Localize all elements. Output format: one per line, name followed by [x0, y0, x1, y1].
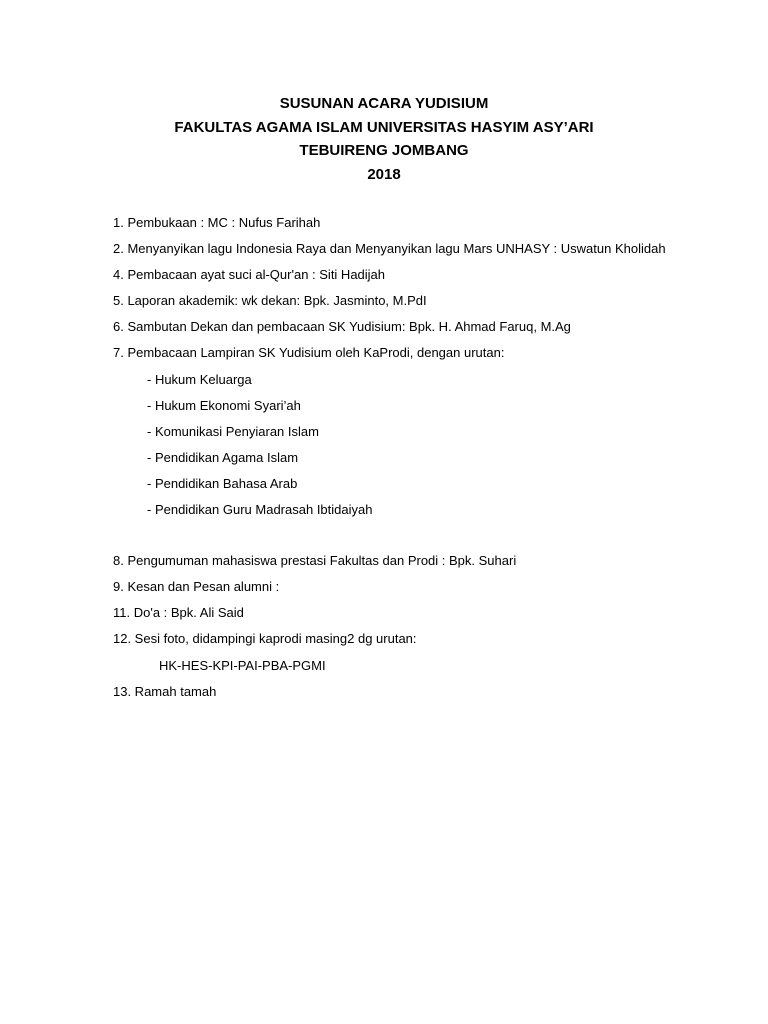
agenda-item-4: 4. Pembacaan ayat suci al-Qur'an : Siti Hadijah [113, 267, 386, 282]
prodi-list-item: - Pendidikan Bahasa Arab [147, 476, 298, 491]
agenda-item-5: 5. Laporan akademik: wk dekan: Bpk. Jasminto, M.PdI [113, 293, 427, 308]
prodi-list-item: - Hukum Keluarga [147, 372, 252, 387]
agenda-item-13: 13. Ramah tamah [113, 684, 217, 699]
agenda-item-12: 12. Sesi foto, didampingi kaprodi masing2 dg urutan: [113, 631, 417, 646]
title-line-4: 2018 [367, 166, 401, 184]
photo-order: HK-HES-KPI-PAI-PBA-PGMI [159, 658, 326, 673]
agenda-item-11: 11. Do'a : Bpk. Ali Said [113, 605, 244, 620]
agenda-item-8: 8. Pengumuman mahasiswa prestasi Fakultas dan Prodi : Bpk. Suhari [113, 553, 517, 568]
prodi-list-item: - Hukum Ekonomi Syari’ah [147, 398, 301, 413]
prodi-list-item: - Komunikasi Penyiaran Islam [147, 424, 319, 439]
document-title [0, 92, 768, 187]
title-line-2: FAKULTAS AGAMA ISLAM UNIVERSITAS HASYIM ASY’ARI [174, 118, 594, 136]
agenda-item-1: 1. Pembukaan : MC : Nufus Farihah [113, 215, 321, 230]
agenda-item-2: 2. Menyanyikan lagu Indonesia Raya dan Menyanyikan lagu Mars UNHASY : Uswatun Kholidah [113, 241, 666, 256]
prodi-list-item: - Pendidikan Agama Islam [147, 450, 299, 465]
agenda-item-6: 6. Sambutan Dekan dan pembacaan SK Yudisium: Bpk. H. Ahmad Faruq, M.Ag [113, 319, 571, 334]
title-line-3: TEBUIRENG JOMBANG [299, 142, 469, 160]
prodi-list-item: - Pendidikan Guru Madrasah Ibtidaiyah [147, 502, 373, 517]
agenda-item-9: 9. Kesan dan Pesan alumni : [113, 579, 280, 594]
agenda-item-7: 7. Pembacaan Lampiran SK Yudisium oleh KaProdi, dengan urutan: [113, 345, 505, 360]
title-line-1: SUSUNAN ACARA YUDISIUM [279, 95, 489, 112]
